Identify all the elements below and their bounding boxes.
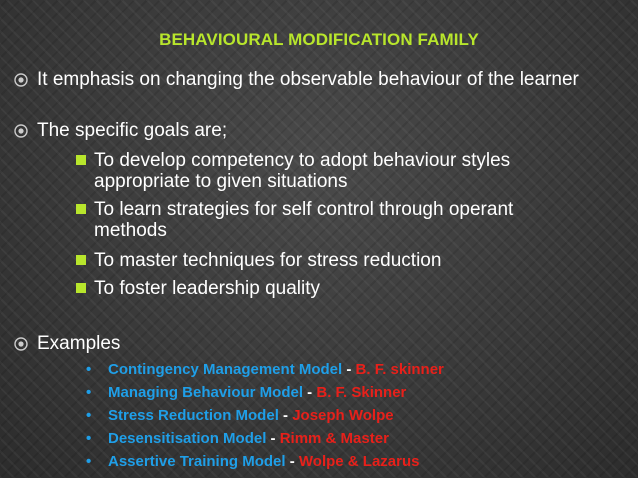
goal-text: To master techniques for stress reduction bbox=[94, 250, 442, 271]
separator: - bbox=[303, 384, 317, 401]
person-name: B. F. Skinner bbox=[316, 384, 407, 401]
person-name: Rimm & Master bbox=[279, 430, 389, 447]
dot-bullet-icon: • bbox=[86, 384, 92, 401]
model-name: Contingency Management Model bbox=[108, 361, 343, 378]
dot-bullet-icon: • bbox=[86, 361, 92, 378]
square-bullet-icon bbox=[76, 283, 86, 293]
dot-bullet-icon: • bbox=[86, 453, 92, 470]
model-name: Desensitisation Model bbox=[108, 430, 267, 447]
goal-text: To develop competency to adopt behaviour styles appropriate to given situations bbox=[94, 150, 511, 192]
target-bullet-icon bbox=[14, 124, 28, 138]
square-bullet-icon bbox=[76, 255, 86, 265]
person-name: Joseph Wolpe bbox=[292, 407, 394, 424]
separator: - bbox=[342, 361, 356, 378]
goal-text: To learn strategies for self control through operant methods bbox=[94, 199, 514, 241]
square-bullet-icon bbox=[76, 204, 86, 214]
goal-text: To foster leadership quality bbox=[94, 278, 321, 299]
model-name: Managing Behaviour Model bbox=[108, 384, 304, 401]
model-name: Assertive Training Model bbox=[108, 453, 286, 470]
dot-bullet-icon: • bbox=[86, 407, 92, 424]
target-bullet-icon bbox=[14, 73, 28, 87]
slide-title: BEHAVIOURAL MODIFICATION FAMILY bbox=[159, 30, 479, 49]
dot-bullet-icon: • bbox=[86, 430, 92, 447]
main-point-text: It emphasis on changing the observable behaviour of the learner bbox=[37, 69, 579, 90]
separator: - bbox=[285, 453, 299, 470]
examples-label: Examples bbox=[37, 333, 121, 354]
main-point-text: The specific goals are; bbox=[37, 120, 228, 141]
person-name: B. F. skinner bbox=[355, 361, 444, 378]
person-name: Wolpe & Lazarus bbox=[298, 453, 420, 470]
target-bullet-icon bbox=[14, 337, 28, 351]
model-name: Stress Reduction Model bbox=[108, 407, 279, 424]
separator: - bbox=[278, 407, 293, 424]
square-bullet-icon bbox=[76, 155, 86, 165]
separator: - bbox=[266, 430, 280, 447]
